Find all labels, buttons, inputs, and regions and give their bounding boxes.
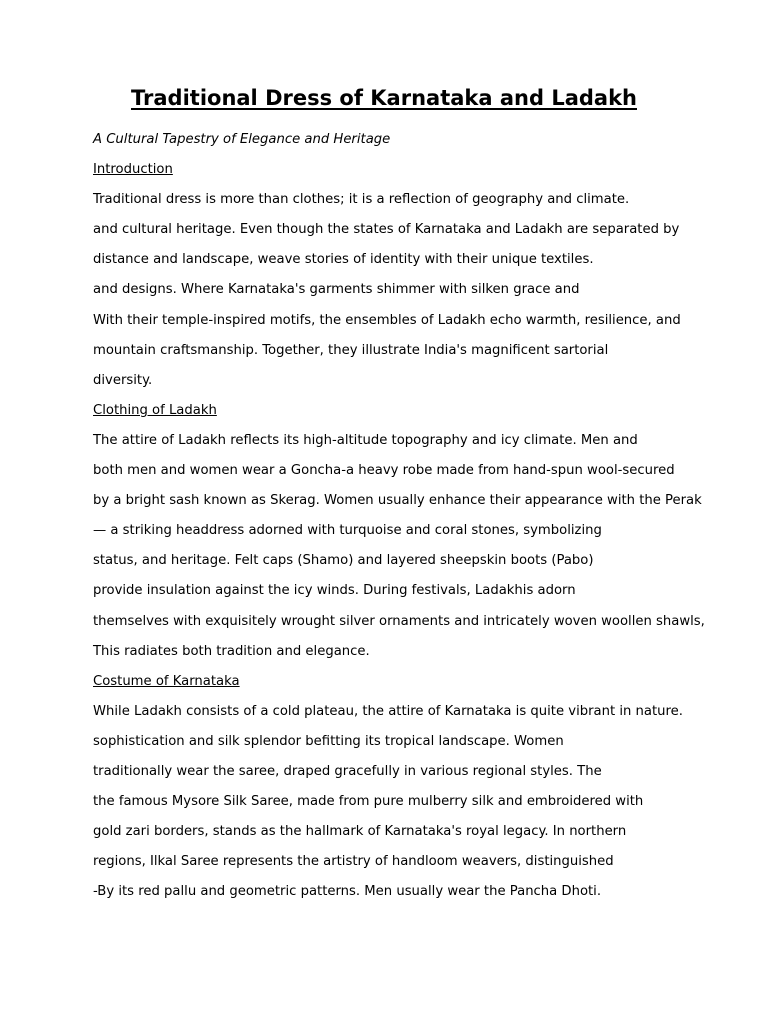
paragraph-line: mountain craftsmanship. Together, they illustrate India's magnificent sartorial [93,342,609,358]
paragraph-line: and cultural heritage. Even though the states of Karnataka and Ladakh are separated by [93,222,680,238]
paragraph-line: status, and heritage. Felt caps (Shamo) and layered sheepskin boots (Pabo) [93,553,594,569]
paragraph-line: sophistication and silk splendor befitting its tropical landscape. Women [93,733,564,749]
paragraph-line: provide insulation against the icy winds. During festivals, Ladakhis adorn [93,583,576,599]
section-heading-introduction: Introduction [93,162,173,178]
paragraph-line: gold zari borders, stands as the hallmark of Karnataka's royal legacy. In northern [93,824,627,840]
paragraph-line: diversity. [93,372,153,388]
section-heading-karnataka: Costume of Karnataka [93,673,240,689]
paragraph-line: traditionally wear the saree, draped gracefully in various regional styles. The [93,763,602,779]
paragraph-line: This radiates both tradition and elegance. [93,643,370,659]
document-title: Traditional Dress of Karnataka and Ladakh [131,86,637,110]
paragraph-line: While Ladakh consists of a cold plateau, the attire of Karnataka is quite vibrant in nature. [93,703,683,719]
paragraph-line: distance and landscape, weave stories of identity with their unique textiles. [93,252,594,268]
paragraph-line: Traditional dress is more than clothes; it is a reflection of geography and climate. [93,192,630,208]
document-subtitle: A Cultural Tapestry of Elegance and Heritage [93,132,391,147]
paragraph-line: themselves with exquisitely wrought silver ornaments and intricately woven woollen shawls, [93,613,705,629]
paragraph-line: by a bright sash known as Skerag. Women usually enhance their appearance with the Perak [93,493,702,509]
paragraph-line: The attire of Ladakh reflects its high-altitude topography and icy climate. Men and [93,432,638,448]
paragraph-line: -By its red pallu and geometric patterns. Men usually wear the Pancha Dhoti. [93,884,602,900]
paragraph-line: and designs. Where Karnataka's garments shimmer with silken grace and [93,282,580,298]
paragraph-line: the famous Mysore Silk Saree, made from pure mulberry silk and embroidered with [93,794,644,810]
section-heading-ladakh: Clothing of Ladakh [93,402,217,418]
paragraph-line: — a striking headdress adorned with turquoise and coral stones, symbolizing [93,523,602,539]
document-body [93,130,733,912]
paragraph-line: both men and women wear a Goncha-a heavy robe made from hand-spun wool-secured [93,463,675,479]
paragraph-line: With their temple-inspired motifs, the ensembles of Ladakh echo warmth, resilience, and [93,312,681,328]
paragraph-line: regions, Ilkal Saree represents the artistry of handloom weavers, distinguished [93,854,614,870]
